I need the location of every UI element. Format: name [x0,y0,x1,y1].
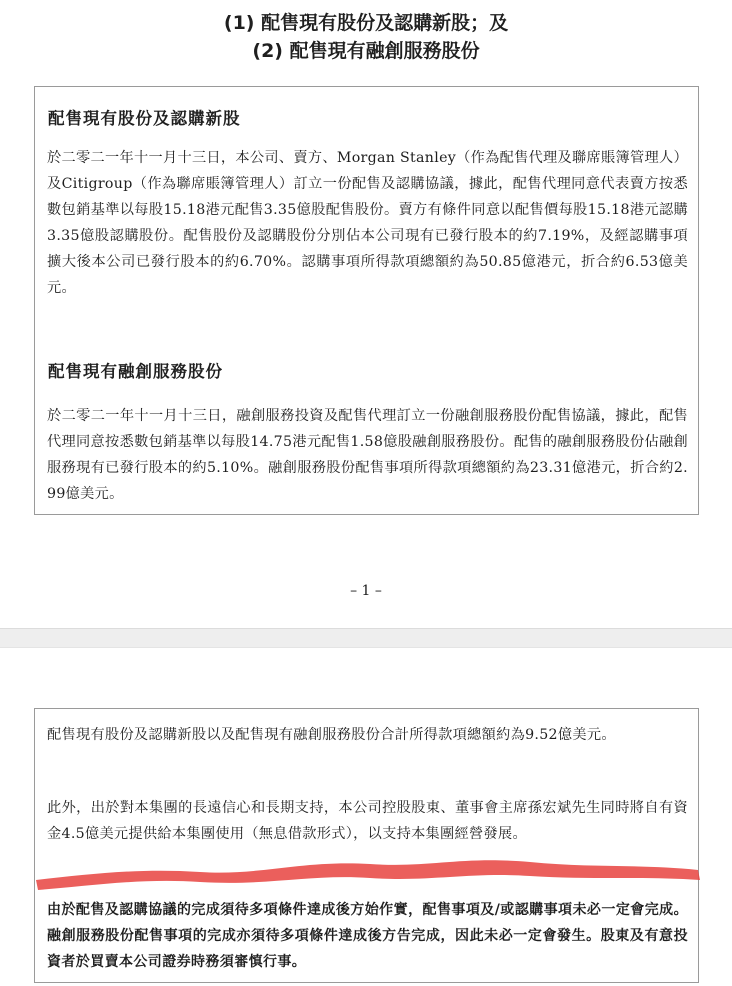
page-title-line-2: (2) 配售現有融創服務股份 [252,40,480,62]
section-paragraph-sunac-services: 於二零二一年十一月十三日，融創服務投資及配售代理訂立一份融創服務股份配售協議，據此，配售代理同意按悉數包銷基準以每股14.75港元配售1.58億股融創服務股份。配售的融創服務股份佔融創服務現有已發行股本的約5.10%。融創服務股份配售事項所得款項總額約為23.31億港元，折合約2.99億美元。 [47,408,688,502]
continuation-box [34,708,699,983]
red-marker-underline [30,850,710,896]
caution-paragraph: 由於配售及認購協議的完成須待多項條件達成後方始作實，配售事項及/或認購事項未必一定會完成。融創服務股份配售事項的完成亦須待多項條件達成後方告完成，因此未必一定會發生。股東及有意投資者於買賣本公司證券時務須審慎行事。 [47,902,688,970]
total-proceeds-paragraph: 配售現有股份及認購新股以及配售現有融創服務股份合計所得款項總額約為9.52億美元。 [47,727,616,743]
section-paragraph-placing-subscription: 於二零二一年十一月十三日，本公司、賣方、Morgan Stanley（作為配售代理及聯席賬簿管理人）及Citigroup（作為聯席賬簿管理人）訂立一份配售及認購協議，據此，配售代理同意代表賣方按悉數包銷基準以每股15.18港元配售3.35億股配售股份。賣方有條件同意以配售價每股15.18港元認購3.35億股認購股份。配售股份及認購股份分別佔本公司現有已發行股本的約7.19%，及經認購事項擴大後本公司已發行股本的約6.70%。認購事項所得款項總額約為50.85億港元，折合約6.53億美元。 [47,150,688,296]
page-separator [0,628,732,648]
page-title-line-1: (1) 配售現有股份及認購新股；及 [223,12,509,34]
section-heading-sunac-services: 配售現有融創服務股份 [48,362,223,381]
shareholder-loan-paragraph: 此外，出於對本集團的長遠信心和長期支持，本公司控股股東、董事會主席孫宏斌先生同時將自有資金4.5億美元提供給本集團使用（無息借款形式），以支持本集團經營發展。 [47,800,688,842]
summary-box [34,86,699,515]
section-heading-placing-subscription: 配售現有股份及認購新股 [48,109,241,128]
page-number: – 1 – [350,583,382,599]
